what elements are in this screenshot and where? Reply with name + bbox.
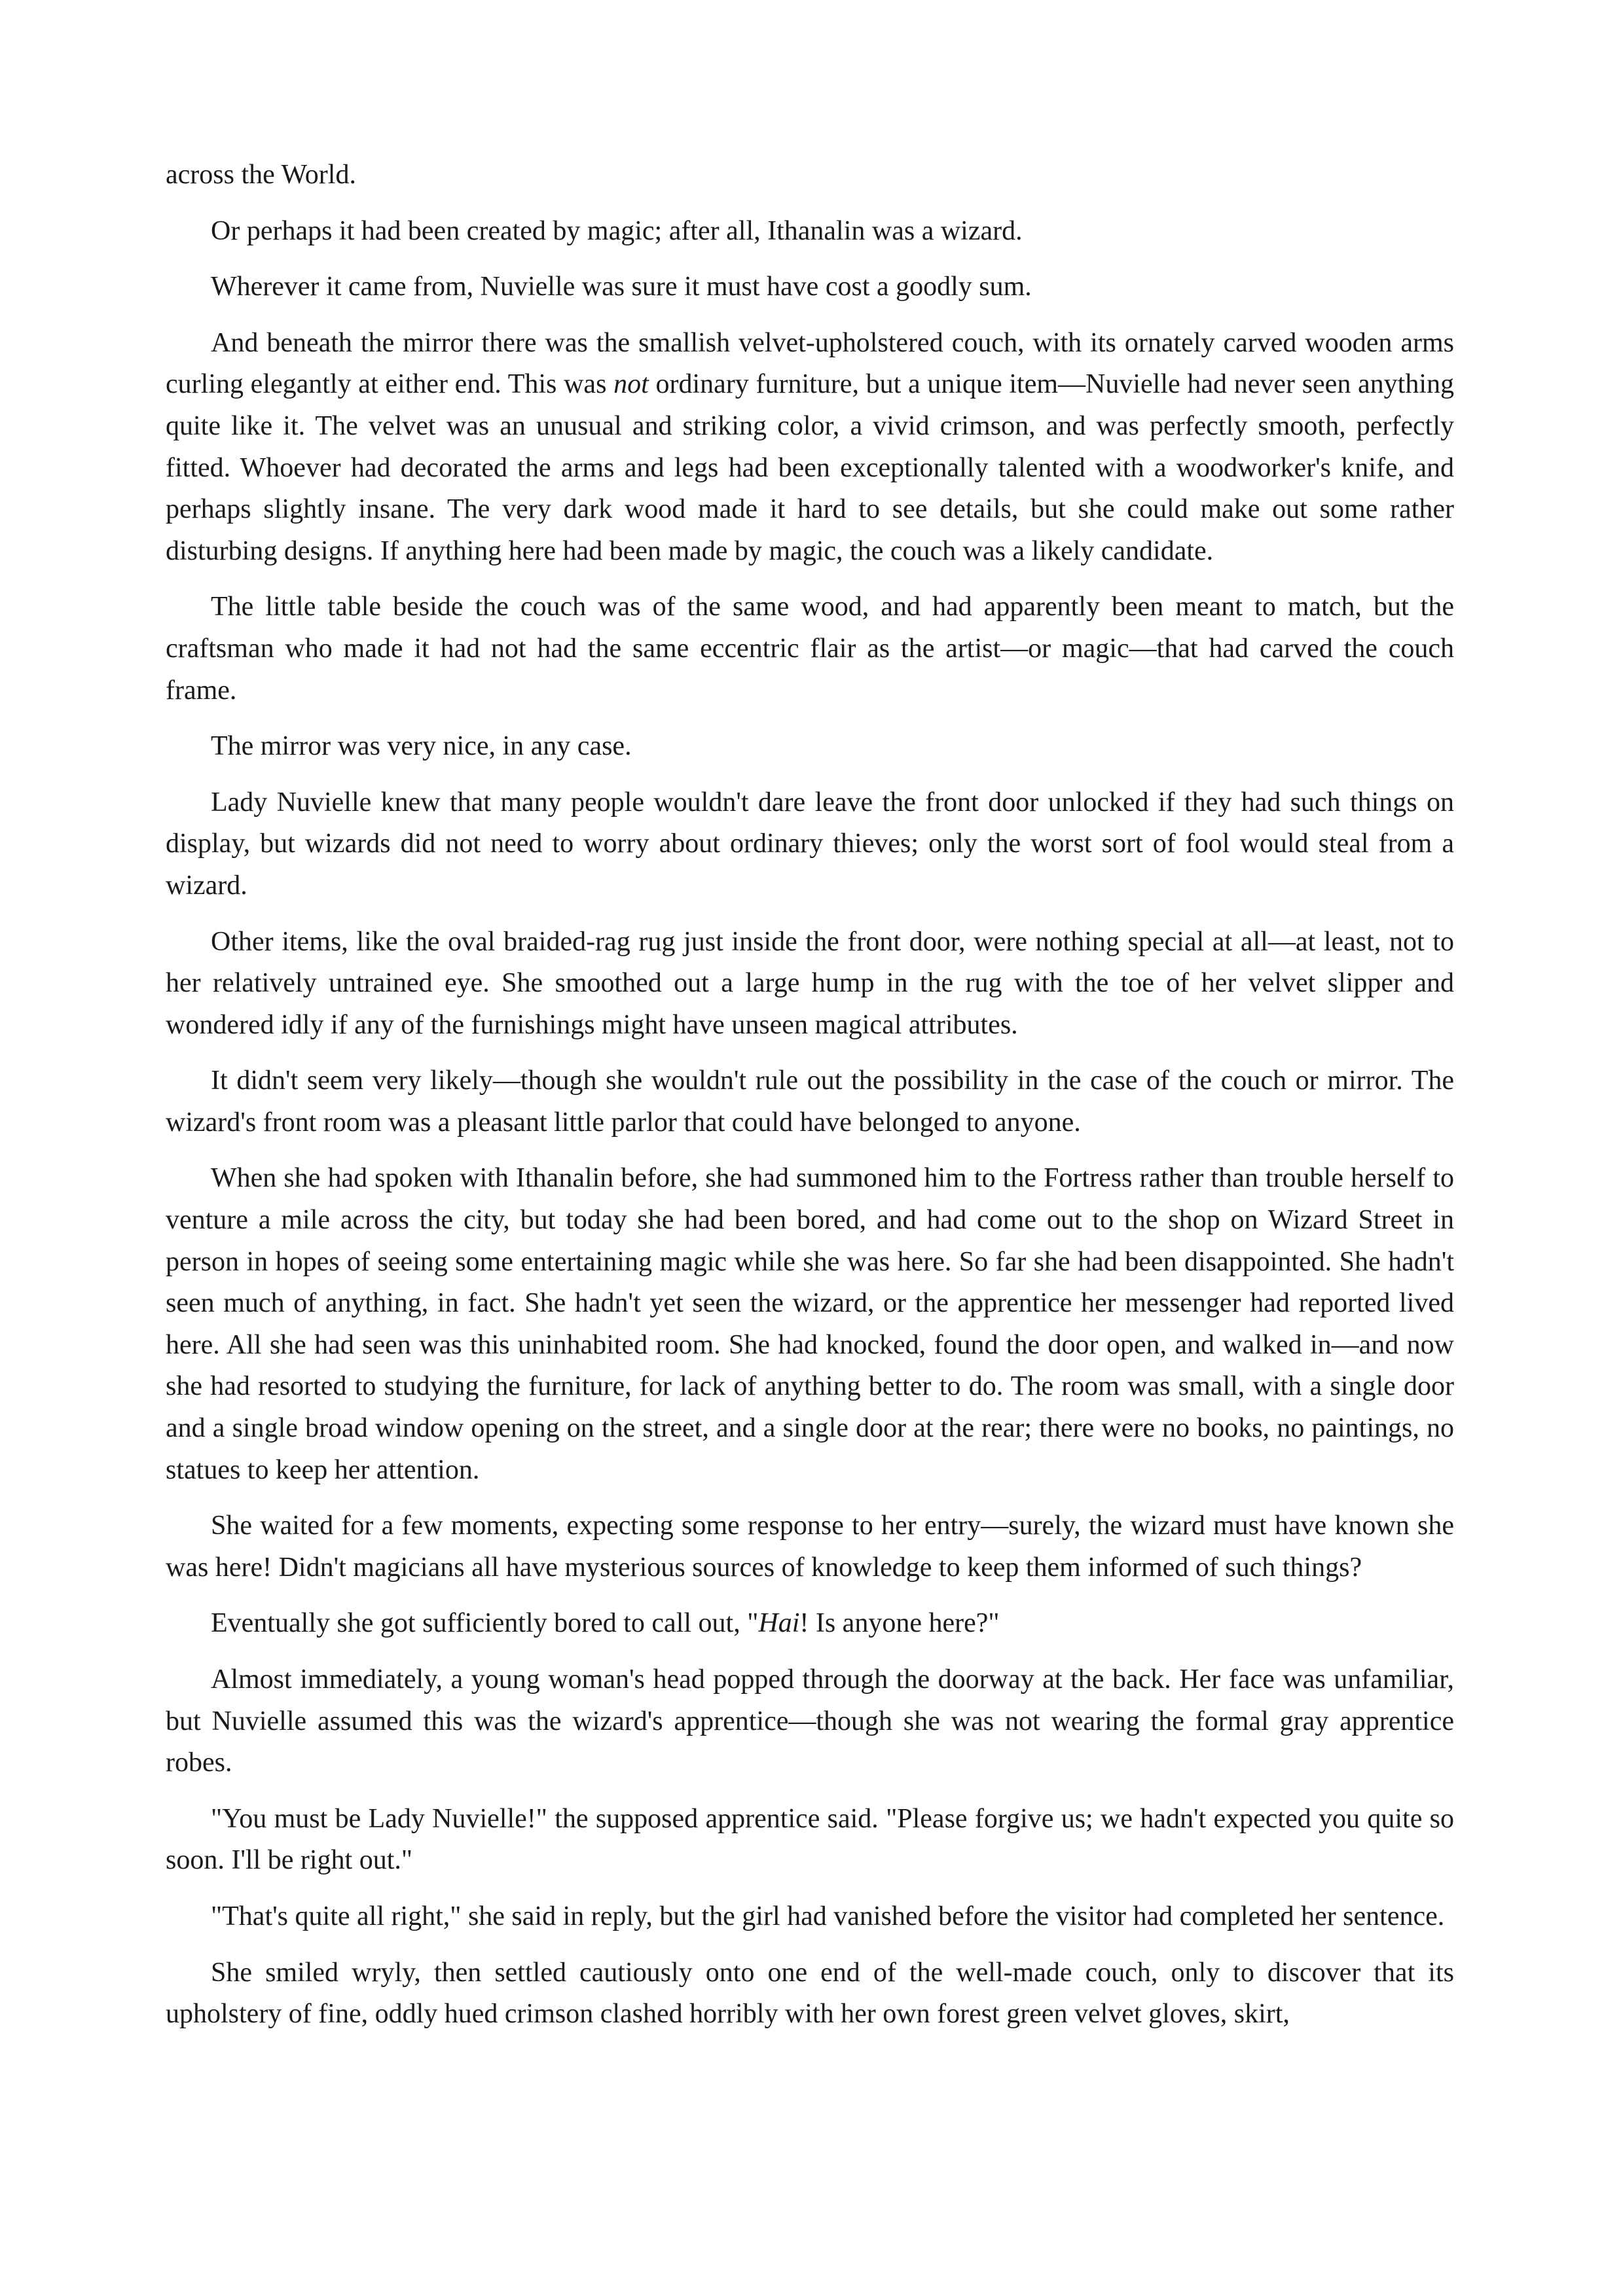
paragraph-text: The little table beside the couch was of the same wood, and had apparently been meant to match, but the craftsman who made it had not had the same eccentric flair as the artist—or magic—that had carved the couch frame. <box>166 592 1454 706</box>
paragraph <box>166 586 1454 711</box>
paragraph-text: And beneath the mirror there was the smallish velvet-upholstered couch, with its ornately carved wooden arms curling elegantly at either end. This was <box>166 327 1454 400</box>
paragraph-text: She waited for a few moments, expecting some response to her entry—surely, the wizard must have known she was here! Didn't magicians all have mysterious sources of knowledge to keep them informed of such things? <box>166 1511 1454 1583</box>
paragraph-text: across the World. <box>166 160 356 190</box>
paragraph <box>166 726 1454 768</box>
paragraph-text: Other items, like the oval braided-rag rug just inside the front door, were nothing special at all—at least, not to her relatively untrained eye. She smoothed out a large hump in the rug with the toe of her velvet slipper and wondered idly if any of the furnishings might have unseen magical attributes. <box>166 926 1454 1040</box>
paragraph-text: Wherever it came from, Nuvielle was sure it must have cost a goodly sum. <box>211 272 1032 302</box>
paragraph-text: ordinary furniture, but a unique item—Nuvielle had never seen anything quite like it. The velvet was an unusual and striking color, a vivid crimson, and was perfectly smooth, perfectly fitted. Whoever had decorated the arms and legs had been exceptionally talented with a woodworker's knife, and perhaps slightly insane. The very dark wood made it hard to see details, but she could make out some rather disturbing designs. If anything here had been made by magic, the couch was a likely candidate. <box>166 369 1455 566</box>
paragraph <box>166 1799 1454 1882</box>
paragraph-text: "You must be Lady Nuvielle!" the supposed apprentice said. "Please forgive us; we hadn't expected you quite so soon. I'll be right out." <box>166 1803 1454 1876</box>
paragraph-text: The mirror was very nice, in any case. <box>211 731 632 762</box>
paragraph-text: Almost immediately, a young woman's head popped through the doorway at the back. Her face was unfamiliar, but Nuvielle assumed this was the wizard's apprentice—though she was not wearing the formal gray apprentice robes. <box>166 1664 1454 1778</box>
paragraph <box>166 1952 1454 2036</box>
emphasis-text: Hai <box>758 1608 800 1639</box>
paragraph-text: It didn't seem very likely—though she wouldn't rule out the possibility in the case of the couch or mirror. The wizard's front room was a pleasant little parlor that could have belonged to anyone. <box>166 1066 1454 1138</box>
paragraph-text: Or perhaps it had been created by magic; after all, Ithanalin was a wizard. <box>211 215 1023 246</box>
paragraph-text: Eventually she got sufficiently bored to call out, " <box>211 1608 759 1639</box>
document-page <box>166 154 1454 2050</box>
paragraph <box>166 782 1454 907</box>
paragraph <box>166 211 1454 253</box>
paragraph <box>166 1158 1454 1491</box>
paragraph <box>166 266 1454 308</box>
paragraph-text: Lady Nuvielle knew that many people wouldn't dare leave the front door unlocked if they had such things on display, but wizards did not need to worry about ordinary thieves; only the worst sort of fool would steal from a wizard. <box>166 787 1454 901</box>
paragraph <box>166 1896 1454 1938</box>
paragraph <box>166 922 1454 1047</box>
paragraph-text: She smiled wryly, then settled cautiously onto one end of the well-made couch, only to discover that its upholstery of fine, oddly hued crimson clashed horribly with her own forest green velvet gloves, skirt, <box>166 1957 1454 2030</box>
paragraph <box>166 1603 1454 1645</box>
paragraph <box>166 1659 1454 1784</box>
emphasis-text: not <box>613 369 649 400</box>
paragraph-text: "That's quite all right," she said in reply, but the girl had vanished before the visitor had completed her sentence. <box>211 1901 1445 1931</box>
paragraph <box>166 1060 1454 1143</box>
paragraph-text: When she had spoken with Ithanalin before, she had summoned him to the Fortress rather than trouble herself to venture a mile across the city, but today she had been bored, and had come out to the shop on Wizard Street in person in hopes of seeing some entertaining magic while she was here. So far she had been disappointed. She hadn't seen much of anything, in fact. She hadn't yet seen the wizard, or the apprentice her messenger had reported lived here. All she had seen was this uninhabited room. She had knocked, found the door open, and walked in—and now she had resorted to studying the furniture, for lack of anything better to do. The room was small, with a single door and a single broad window opening on the street, and a single door at the rear; there were no books, no paintings, no statues to keep her attention. <box>166 1163 1454 1485</box>
paragraph <box>166 1505 1454 1588</box>
paragraph <box>166 154 1454 196</box>
paragraph <box>166 323 1454 573</box>
paragraph-text: ! Is anyone here?" <box>799 1608 1000 1639</box>
